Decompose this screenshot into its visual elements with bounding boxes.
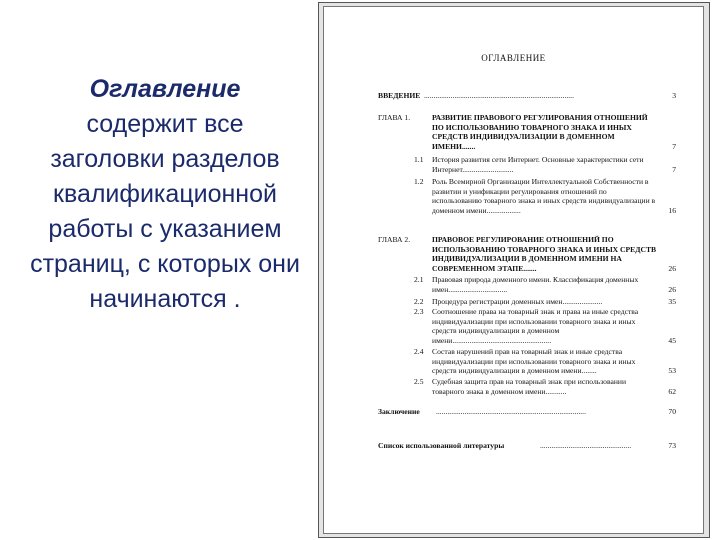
toc-entry-label: ГЛАВА 1. — [378, 113, 411, 122]
toc-entry-page: 26 — [668, 285, 676, 294]
toc-entry-text: Судебная защита прав на товарный знак при использовании товарного знака в доменном имени........... — [432, 377, 627, 396]
toc-entry-page: 26 — [668, 264, 676, 273]
toc-entry-page: 7 — [672, 165, 676, 174]
toc-entry-text: ................................................ — [540, 441, 632, 450]
toc-entry-text: ............................................................................... — [424, 91, 574, 100]
toc-entry-page: 62 — [668, 387, 676, 396]
toc-entry-number: 1.1 — [414, 155, 424, 164]
toc-entry-text: Процедура регистрации доменных имен..................... — [432, 297, 603, 306]
toc-entry-page: 3 — [672, 91, 676, 100]
toc-entry-text: Соотношение права на товарный знак и права на иные средства индивидуализации при использовании товарного знака и иных средств индивидуализации в доменном имени.................................................... — [432, 307, 639, 345]
toc-entry-number: 2.2 — [414, 297, 424, 306]
toc-entry-label: ВВЕДЕНИЕ — [378, 91, 421, 100]
toc-entry-text: Роль Всемирной Организации Интеллектуальной Собственности в развитии и унификации регулирования отношений по использованию товарного знака и иных средств индивидуализации в доменном имени.................. — [432, 177, 656, 215]
toc-entry-text: РАЗВИТИЕ ПРАВОВОГО РЕГУЛИРОВАНИЯ ОТНОШЕНИЙ ПО ИСПОЛЬЗОВАНИЮ ТОВАРНОГО ЗНАКА И ИНЫХ СРЕДСТВ ИНДИВИДУАЛИЗАЦИИ В ДОМЕННОМ ИМЕНИ....... — [432, 113, 648, 151]
toc-entry-page: 16 — [668, 206, 676, 215]
toc-entry-text: ............................................................................... — [436, 407, 586, 416]
toc-entry-label: Список использованной литературы — [378, 441, 505, 450]
toc-entry-label: Заключение — [378, 407, 420, 416]
toc-entry-text: Правовая природа доменного имени. Классификация доменных имен............................... — [432, 275, 639, 294]
toc-entry-page: 35 — [668, 297, 676, 306]
toc-entry-text: Состав нарушений прав на товарный знак и иные средства индивидуализации при использовании товарного знака и иных средств индивидуализации в доменном имени........ — [432, 347, 636, 376]
toc-entry-number: 1.2 — [414, 177, 424, 186]
toc-page — [323, 6, 704, 534]
toc-entry-text: ПРАВОВОЕ РЕГУЛИРОВАНИЕ ОТНОШЕНИЙ ПО ИСПОЛЬЗОВАНИЮ ТОВАРНОГО ЗНАКА И ИНЫХ СРЕДСТВ ИНДИВИДУАЛИЗАЦИИ В ДОМЕННОМ ИМЕНИ НА СОВРЕМЕННОМ ЭТАПЕ....... — [432, 235, 657, 273]
toc-entry-page: 53 — [668, 366, 676, 375]
toc-entry-number: 2.3 — [414, 307, 424, 316]
caption-lead: Оглавление — [89, 75, 241, 103]
toc-entry-number: 2.5 — [414, 377, 424, 386]
toc-entry-number: 2.1 — [414, 275, 424, 284]
toc-entry-page: 70 — [668, 407, 676, 416]
slide-caption — [30, 72, 300, 317]
toc-title: ОГЛАВЛЕНИЕ — [481, 53, 546, 63]
caption-text: содержит все заголовки разделов квалификационной работы с указанием страниц, с которых они начинаются . — [30, 110, 300, 313]
toc-entry-page: 7 — [672, 142, 676, 151]
toc-entry-label: ГЛАВА 2. — [378, 235, 411, 244]
toc-entry-page: 73 — [668, 441, 676, 450]
toc-entry-number: 2.4 — [414, 347, 424, 356]
toc-entry-text: История развития сети Интернет. Основные характеристики сети Интернет........................... — [432, 155, 644, 174]
toc-entry-page: 45 — [668, 336, 676, 345]
